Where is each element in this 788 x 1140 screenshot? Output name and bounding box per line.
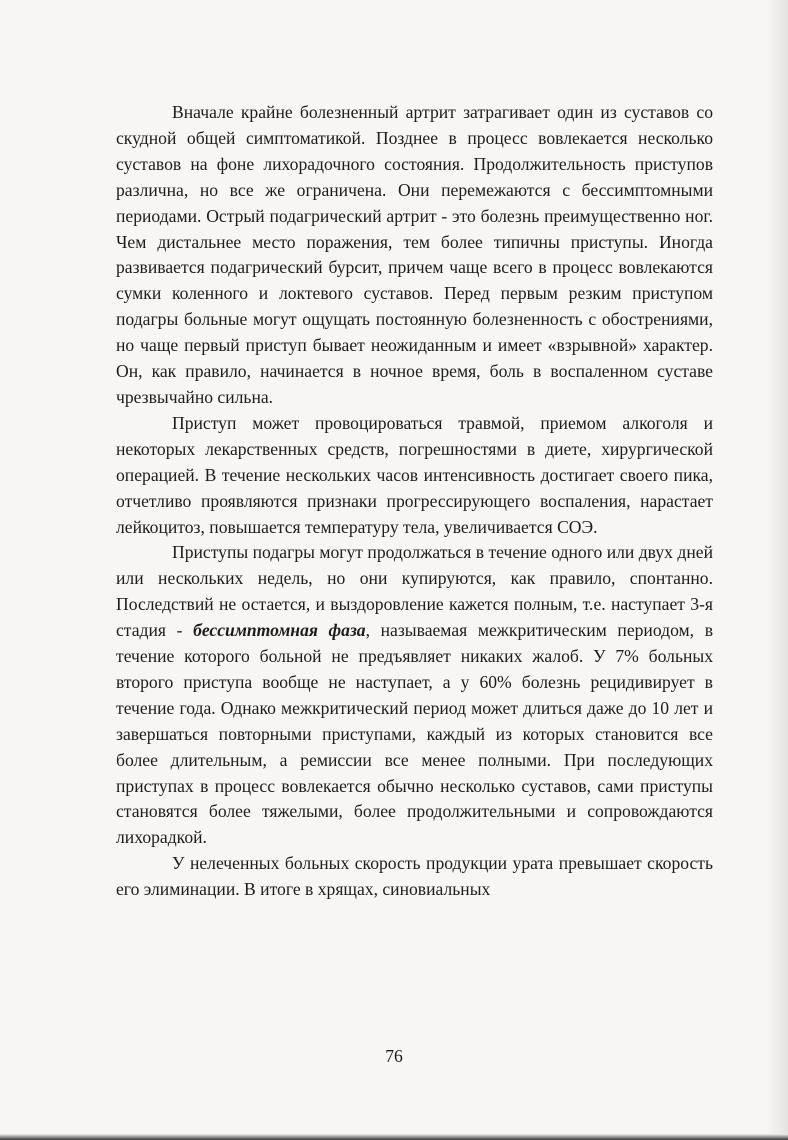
paragraph-3-start: Приступы подагры могут продолжаться в течение одного или двух дней или нескольких недель, но они купируются, как правило, спонтанно. Последствий не остается, и выздоровление кажется полным, т.е. наступает 3-я стадия - xyxy=(116,542,713,641)
paragraph-3-end: , называемая межкритическим периодом, в течение которого больной не предъявляет никаких жалоб. У 7% больных второго приступа вообще не наступает, а у 60% болезнь рецидивирует в течение года. Однако межкритический период может длиться даже до 10 лет и завершаться повторными приступами, каждый из которых становится все более длительным, а ремиссии все менее полными. При последующих приступах в процесс вовлекается обычно несколько суставов, сами приступы становятся более тяжелыми, более продолжительными и сопровождаются лихорадкой. xyxy=(116,620,714,848)
paragraph-3 xyxy=(116,540,713,851)
body-text xyxy=(116,100,713,903)
paragraph-1: Вначале крайне болезненный артрит затрагивает один из суставов со скудной общей симптоматикой. Позднее в процесс вовлекается несколько суставов на фоне лихорадочного состояния. Продолжительность приступов различна, но все же ограничена. Они перемежаются с бессимптомными периодами. Острый подагрический артрит - это болезнь преимущественно ног. Чем дистальнее место поражения, тем более типичны приступы. Иногда развивается подагрический бурсит, причем чаще всего в процесс вовлекаются сумки коленного и локтевого суставов. Перед первым резким приступом подагры больные могут ощущать постоянную болезненность с обострениями, но чаще первый приступ бывает неожиданным и имеет «взрывной» характер. Он, как правило, начинается в ночное время, боль в воспаленном суставе чрезвычайно сильна. xyxy=(116,102,713,407)
page-number: 76 xyxy=(385,1046,403,1066)
page-edge-shadow xyxy=(766,0,788,1140)
emphasized-term: бессимптомная фаза xyxy=(193,620,366,641)
page-bottom-edge xyxy=(0,1134,788,1140)
paragraph-2: Приступ может провоцироваться травмой, приемом алкоголя и некоторых лекарственных средств, погрешностями в диете, хирургической операцией. В течение нескольких часов интенсивность достигает своего пика, отчетливо проявляются признаки прогрессирующего воспаления, нарастает лейкоцитоз, повышается температуру тела, увеличивается СОЭ. xyxy=(116,412,713,537)
paragraph-4: У нелеченных больных скорость продукции урата превышает скорость его элиминации. В итоге в хрящах, синовиальных xyxy=(116,853,713,900)
